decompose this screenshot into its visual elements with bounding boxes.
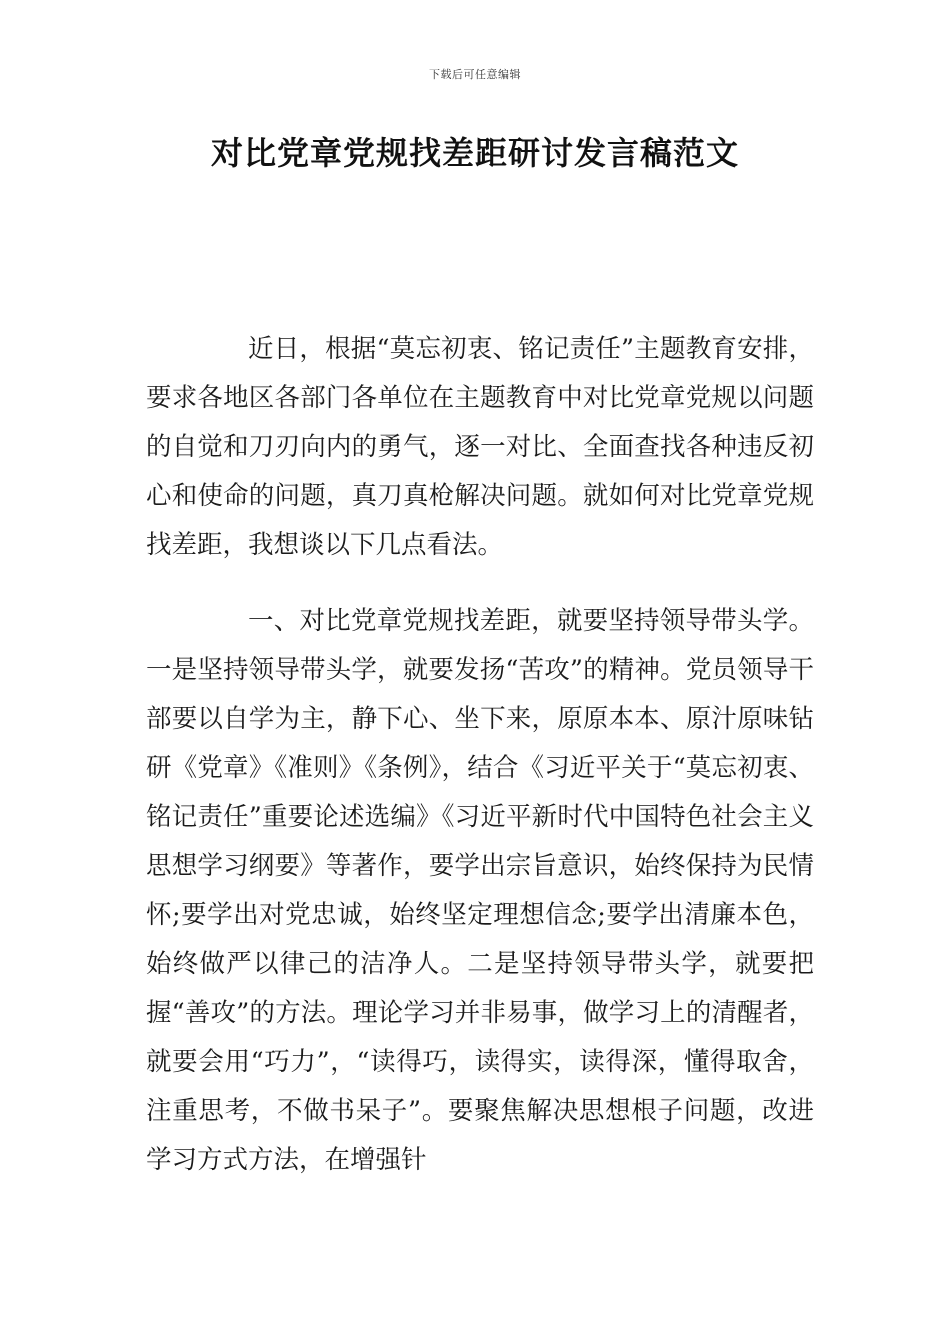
paragraph-intro: 近日，根据“莫忘初衷、铭记责任”主题教育安排，要求各地区各部门各单位在主题教育中对比党章党规以问题的自觉和刀刃向内的勇气，逐一对比、全面查找各种违反初心和使命的问题，真刀真枪解决问题。就如何对比党章党规找差距，我想谈以下几点看法。 [146,334,814,560]
header-note: 下载后可任意编辑 [429,68,521,81]
paragraph-point-one: 一、对比党章党规找差距，就要坚持领导带头学。一是坚持领导带头学，就要发扬“苦攻”的精神。党员领导干部要以自学为主，静下心、坐下来，原原本本、原汁原味钻研《党章》《准则》《条例》，结合《习近平关于“莫忘初衷、铭记责任”重要论述选编》《习近平新时代中国特色社会主义思想学习纲要》等著作，要学出宗旨意识，始终保持为民情怀;要学出对党忠诚，始终坚定理想信念;要学出清廉本色，始终做严以律己的洁净人。二是坚持领导带头学，就要把握“善攻”的方法。理论学习并非易事，做学习上的清醒者，就要会用“巧力”，“读得巧，读得实，读得深，懂得取舍，注重思考，不做书呆子”。要聚焦解决思想根子问题，改进学习方式方法，在增强针 [146,606,814,1175]
document-title: 对比党章党规找差距研讨发言稿范文 [210,134,739,172]
